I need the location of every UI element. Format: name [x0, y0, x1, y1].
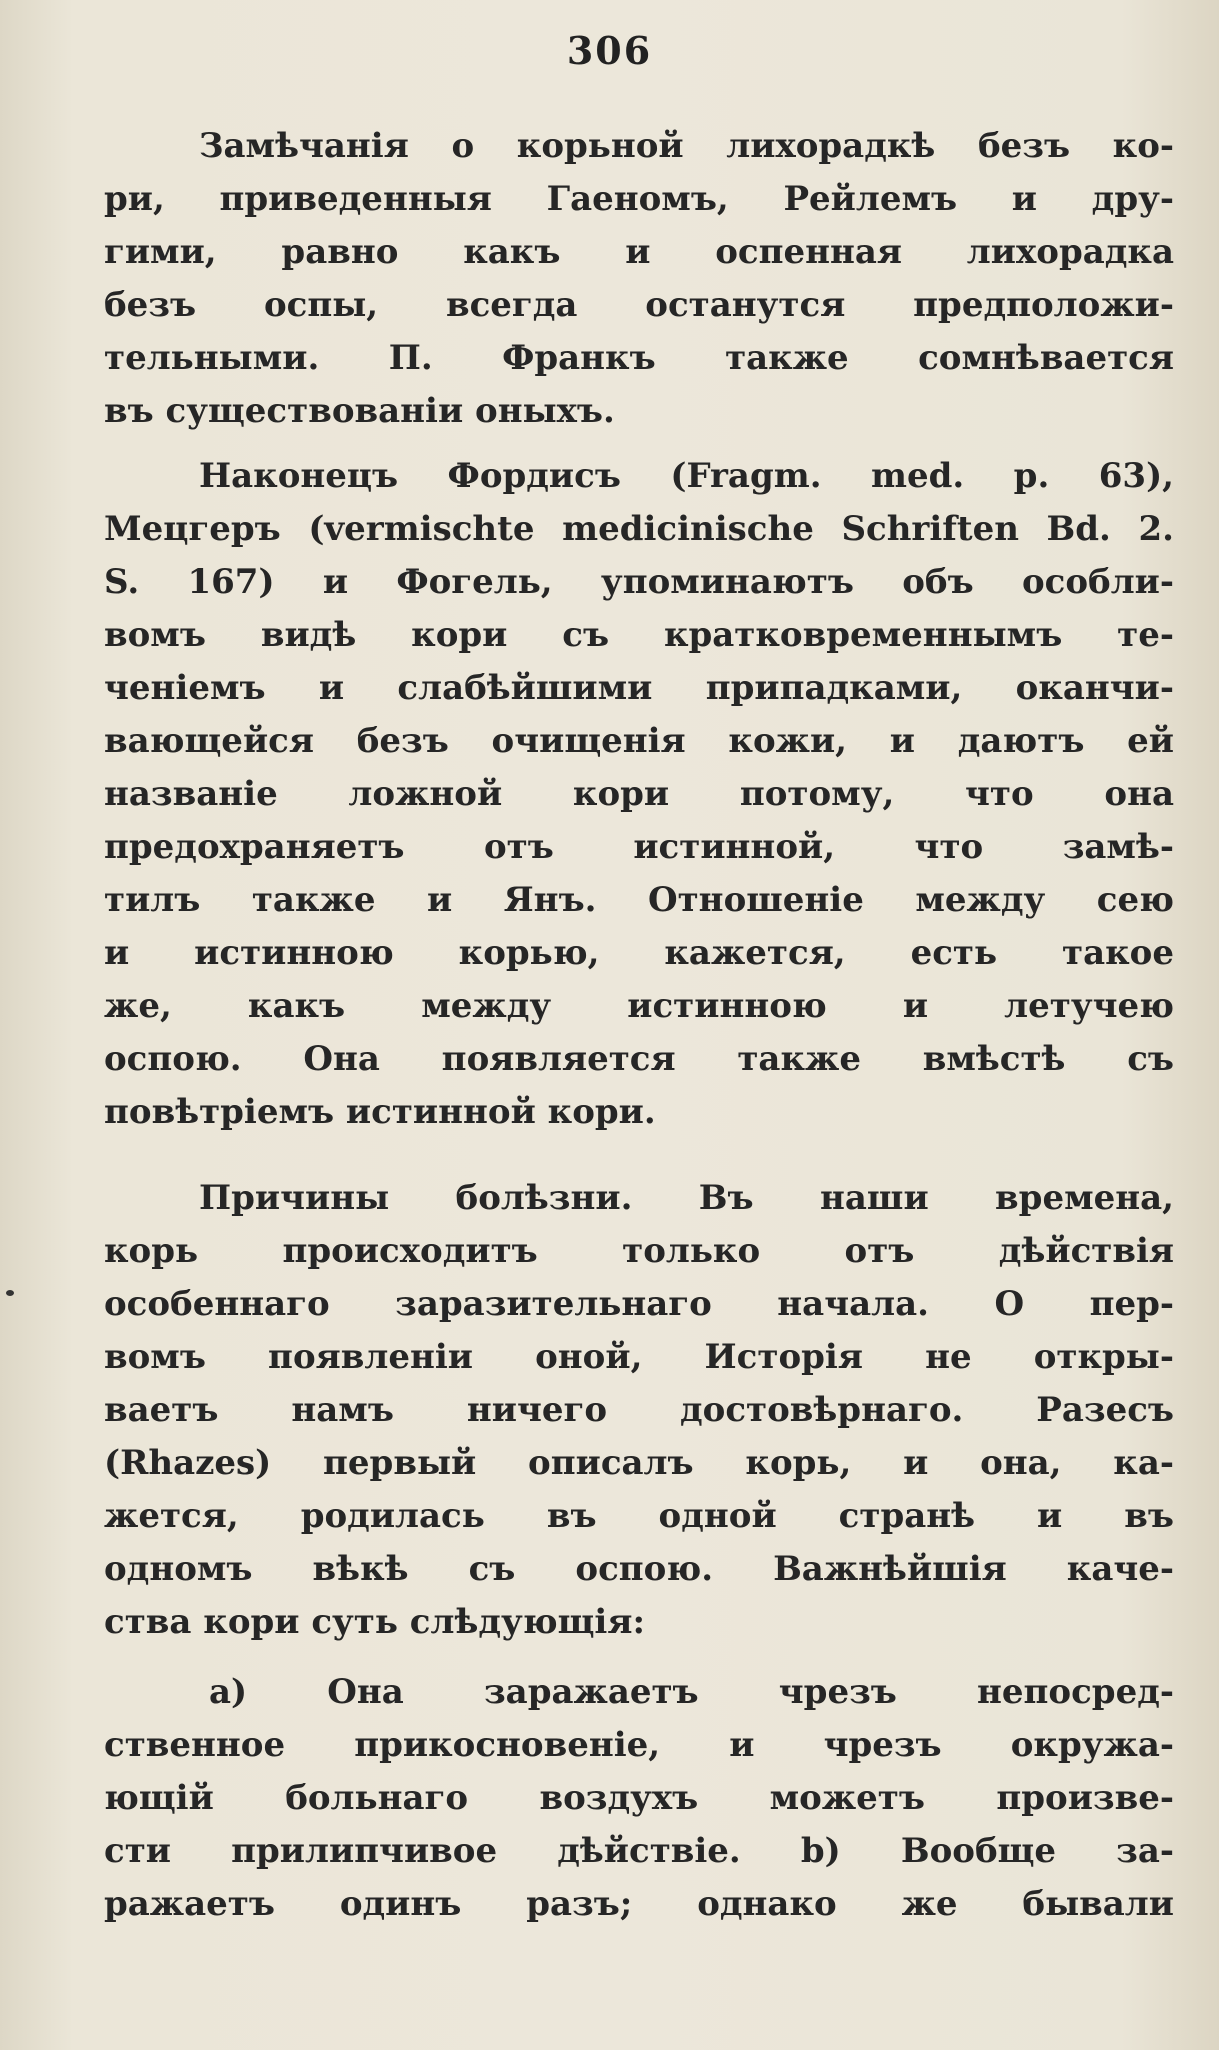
- text-line: ваетъ намъ ничего достовѣрнаго. Разесъ: [104, 1390, 1174, 1430]
- paragraph-1: [104, 120, 1174, 438]
- text-line: гими, равно какъ и оспенная лихорадка: [104, 232, 1174, 272]
- text-line: одномъ вѣкѣ съ оспою. Важнѣйшія каче-: [104, 1549, 1174, 1589]
- page-number: 306: [566, 28, 653, 73]
- text-line: безъ оспы, всегда останутся предположи-: [104, 285, 1174, 325]
- text-line: вомъ появленіи оной, Исторія не откры-: [104, 1337, 1174, 1377]
- text-line: жется, родилась въ одной странѣ и въ: [104, 1496, 1174, 1536]
- paper-speck: [6, 1290, 14, 1296]
- text-line: ственное прикосновеніе, и чрезъ окружа-: [104, 1725, 1174, 1765]
- paragraph-3: [104, 1172, 1174, 1649]
- text-line: ства кори суть слѣдующія:: [104, 1602, 646, 1642]
- text-line: S. 167) и Фогель, упоминаютъ объ особли-: [104, 562, 1174, 602]
- text-line: Наконецъ Фордисъ (Fragm. med. p. 63),: [199, 456, 1174, 496]
- paragraph-4: [104, 1666, 1174, 1931]
- text-line: Замѣчанія о корьной лихорадкѣ безъ ко-: [199, 126, 1174, 166]
- text-line: корь происходитъ только отъ дѣйствія: [104, 1231, 1174, 1271]
- text-line: же, какъ между истинною и летучею: [104, 986, 1174, 1026]
- text-line: ри, приведенныя Гаеномъ, Рейлемъ и дру-: [104, 179, 1174, 219]
- text-line: (Rhazes) первый описалъ корь, и она, ка-: [104, 1443, 1174, 1483]
- text-line: повѣтріемъ истинной кори.: [104, 1092, 656, 1132]
- text-line: вомъ видѣ кори съ кратковременнымъ те-: [104, 615, 1174, 655]
- text-line: Причины болѣзни. Въ наши времена,: [199, 1178, 1174, 1218]
- text-line: ющій больнаго воздухъ можетъ произве-: [104, 1778, 1174, 1818]
- text-line: предохраняетъ отъ истинной, что замѣ-: [104, 827, 1174, 867]
- text-line: тельными. П. Франкъ также сомнѣвается: [104, 338, 1174, 378]
- text-line: ражаетъ одинъ разъ; однако же бывали: [104, 1884, 1174, 1924]
- text-line: тилъ также и Янъ. Отношеніе между сею: [104, 880, 1174, 920]
- text-line: названіе ложной кори потому, что она: [104, 774, 1174, 814]
- paragraph-2: [104, 450, 1174, 1139]
- text-line: вающейся безъ очищенія кожи, и даютъ ей: [104, 721, 1174, 761]
- text-line: въ существованіи оныхъ.: [104, 391, 615, 431]
- text-line: особеннаго заразительнаго начала. О пер-: [104, 1284, 1174, 1324]
- text-line: сти прилипчивое дѣйствіе. b) Вообще за-: [104, 1831, 1174, 1871]
- text-line: оспою. Она появляется также вмѣстѣ съ: [104, 1039, 1174, 1079]
- text-line: и истинною корью, кажется, есть такое: [104, 933, 1174, 973]
- text-line: а) Она заражаетъ чрезъ непосред-: [209, 1672, 1174, 1712]
- text-line: Мецгеръ (vermischte medicinische Schriften Bd. 2.: [104, 509, 1174, 549]
- text-line: ченіемъ и слабѣйшими припадками, оканчи-: [104, 668, 1174, 708]
